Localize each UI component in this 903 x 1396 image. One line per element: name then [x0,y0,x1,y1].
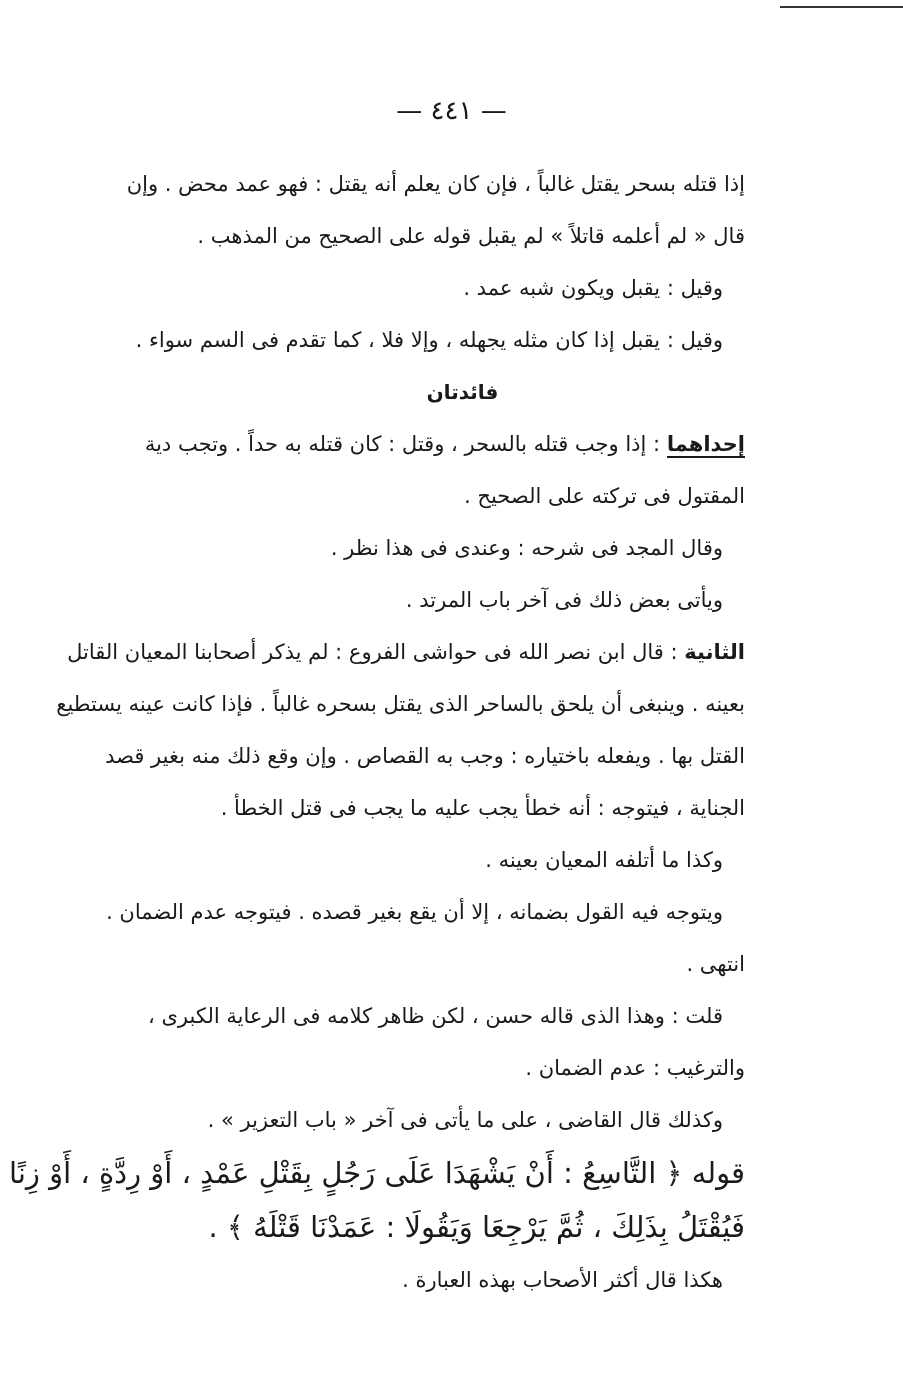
benefit-two-line: ويتوجه فيه القول بضمانه ، إلا أن يقع بغير قصده . فيتوجه عدم الضمان . [106,900,723,924]
benefit-two-text: : قال ابن نصر الله فى حواشى الفروع : لم يذكر أصحابنا المعيان القاتل [67,640,685,664]
benefit-two-line: انتهى . [686,952,745,976]
paragraph-line: قال « لم أعلمه قاتلاً » لم يقبل قوله على الصحيح من المذهب . [197,224,745,248]
section-heading: فائدتان [426,380,499,404]
quote-line: قوله ﴿ التَّاسِعُ : أَنْ يَشْهَدَا عَلَى رَجُلٍ بِقَتْلِ عَمْدٍ ، أَوْ رِدَّةٍ ، أَوْ زِنًا [8,1156,745,1190]
closing-line: هكذا قال أكثر الأصحاب بهذه العبارة . [402,1268,723,1292]
paragraph-line: وقيل : يقبل إذا كان مثله يجهله ، وإلا فلا ، كما تقدم فى السم سواء . [135,328,723,352]
benefit-two-line: بعينه . وينبغى أن يلحق بالساحر الذى يقتل بسحره غالباً . فإذا كانت عينه يستطيع [56,692,745,716]
benefit-two-line: والترغيب : عدم الضمان . [525,1056,745,1080]
page-body [8,158,745,1306]
benefit-two-line: قلت : وهذا الذى قاله حسن ، لكن ظاهر كلامه فى الرعاية الكبرى ، [148,1004,723,1028]
quote-line: فَيُقْتَلُ بِذَلِكَ ، ثُمَّ يَرْجِعَا وَيَقُولَا : عَمَدْنَا قَتْلَهُ ﴾ . [208,1210,745,1244]
paragraph-line: إذا قتله بسحر يقتل غالباً ، فإن كان يعلم أنه يقتل : فهو عمد محض . وإن [126,172,745,196]
benefit-two-line: وكذا ما أتلفه المعيان بعينه . [485,848,723,872]
benefit-one-line: وقال المجد فى شرحه : وعندى فى هذا نظر . [330,536,723,560]
benefit-two-line: الجناية ، فيتوجه : أنه خطأ يجب عليه ما يجب فى قتل الخطأ . [220,796,745,820]
benefit-two-lead: الثانية [684,640,745,664]
paragraph-line: وقيل : يقبل ويكون شبه عمد . [463,276,723,300]
benefit-one-line: ويأتى بعض ذلك فى آخر باب المرتد . [405,588,723,612]
benefit-one-lead: إحداهما [666,432,745,456]
benefit-one-line: المقتول فى تركته على الصحيح . [464,484,745,508]
page-number: — ٤٤١ — [396,96,507,126]
benefit-one-text: : إذا وجب قتله بالسحر ، وقتل : كان قتله به حداً . وتجب دية [144,432,667,456]
top-rule [780,6,903,8]
benefit-two-line: القتل بها . ويفعله باختياره : وجب به القصاص . وإن وقع ذلك منه بغير قصد [105,744,745,768]
benefit-two-line: وكذلك قال القاضى ، على ما يأتى فى آخر « باب التعزير » . [207,1108,723,1132]
benefit-one-line [144,418,745,470]
benefit-two-line [67,626,745,678]
